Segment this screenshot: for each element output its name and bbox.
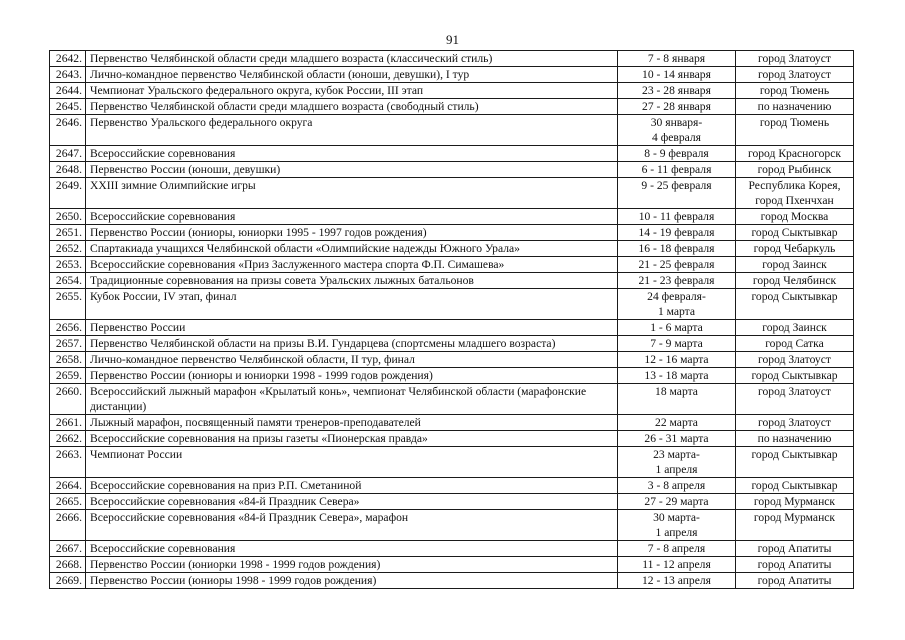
- event-date-line: 12 - 16 марта: [644, 353, 709, 366]
- event-date-line: 7 - 9 марта: [650, 337, 703, 350]
- event-date: [618, 51, 736, 67]
- event-date: [618, 352, 736, 368]
- row-number: 2646.: [50, 115, 86, 146]
- row-number: 2652.: [50, 241, 86, 257]
- event-location-line: город Златоуст: [758, 353, 831, 366]
- event-date-line: 14 - 19 февраля: [638, 226, 715, 239]
- page-number: 91: [446, 32, 459, 47]
- event-location-line: город Сыктывкар: [751, 369, 838, 382]
- row-number: 2669.: [50, 573, 86, 589]
- event-name: Кубок России, IV этап, финал: [86, 289, 618, 320]
- table-row: [50, 431, 854, 447]
- event-location-line: город Мурманск: [753, 495, 836, 508]
- row-number: 2654.: [50, 273, 86, 289]
- event-date-line: 22 марта: [655, 416, 698, 429]
- event-date-line: 13 - 18 марта: [644, 369, 709, 382]
- event-date-line: 30 марта-: [653, 511, 700, 524]
- event-location-line: город Пхенчхан: [755, 194, 834, 207]
- event-date: [618, 541, 736, 557]
- event-location-line: Республика Корея,: [748, 179, 841, 192]
- events-table: [49, 50, 854, 589]
- event-date-line: 26 - 31 марта: [644, 432, 709, 445]
- row-number: 2659.: [50, 368, 86, 384]
- event-date-line: 3 - 8 апреля: [647, 479, 706, 492]
- event-date-line: 10 - 14 января: [642, 68, 711, 81]
- event-location-line: город Рыбинск: [757, 163, 832, 176]
- event-date-line: 21 - 23 февраля: [638, 274, 715, 287]
- row-number: 2666.: [50, 510, 86, 541]
- event-location: [736, 368, 854, 384]
- event-name: Традиционные соревнования на призы совета Уральских лыжных батальонов: [86, 273, 618, 289]
- row-number: 2650.: [50, 209, 86, 225]
- event-location-line: город Тюмень: [759, 84, 830, 97]
- row-number: 2653.: [50, 257, 86, 273]
- event-location-line: город Апатиты: [757, 558, 832, 571]
- event-date-line: 4 февраля: [652, 131, 701, 144]
- event-date: [618, 320, 736, 336]
- table-row: [50, 99, 854, 115]
- event-name: Первенство Челябинской области среди младшего возраста (свободный стиль): [86, 99, 618, 115]
- event-location: [736, 320, 854, 336]
- event-location-line: город Красногорск: [748, 147, 841, 160]
- table-row: [50, 178, 854, 209]
- event-name: Первенство России (юниоры, юниорки 1995 - 1997 годов рождения): [86, 225, 618, 241]
- event-name: Первенство Челябинской области среди младшего возраста (классический стиль): [86, 51, 618, 67]
- row-number: 2668.: [50, 557, 86, 573]
- event-location: [736, 510, 854, 541]
- event-location: [736, 573, 854, 589]
- event-date: [618, 384, 736, 415]
- table-row: [50, 368, 854, 384]
- event-date-line: 16 - 18 февраля: [638, 242, 715, 255]
- event-name: Всероссийские соревнования «Приз Заслуженного мастера спорта Ф.П. Симашева»: [86, 257, 618, 273]
- row-number: 2663.: [50, 447, 86, 478]
- event-location-line: город Заинск: [762, 258, 827, 271]
- event-date: [618, 115, 736, 146]
- row-number: 2660.: [50, 384, 86, 415]
- event-location-line: по назначению: [757, 100, 832, 113]
- table-row: [50, 573, 854, 589]
- event-date-line: 27 - 28 января: [642, 100, 711, 113]
- table-row: [50, 257, 854, 273]
- event-name: Лыжный марафон, посвященный памяти тренеров-преподавателей: [86, 415, 618, 431]
- event-name: Первенство Челябинской области на призы В.И. Гундарцева (спортсмены младшего возраста): [86, 336, 618, 352]
- event-date: [618, 289, 736, 320]
- event-location-line: город Тюмень: [759, 116, 830, 129]
- event-location-line: город Златоуст: [758, 385, 831, 398]
- row-number: 2657.: [50, 336, 86, 352]
- event-date: [618, 415, 736, 431]
- table-row: [50, 415, 854, 431]
- event-date: [618, 494, 736, 510]
- event-location: [736, 384, 854, 415]
- event-date: [618, 368, 736, 384]
- event-name: Всероссийские соревнования: [86, 209, 618, 225]
- event-location: [736, 225, 854, 241]
- table-row: [50, 557, 854, 573]
- event-location: [736, 352, 854, 368]
- event-date-line: 11 - 12 апреля: [642, 558, 711, 571]
- event-date: [618, 209, 736, 225]
- table-row: [50, 67, 854, 83]
- table-row: [50, 447, 854, 478]
- event-date: [618, 241, 736, 257]
- event-date-line: 8 - 9 февраля: [644, 147, 709, 160]
- event-name: XXIII зимние Олимпийские игры: [86, 178, 618, 209]
- event-location-line: город Сатка: [765, 337, 824, 350]
- row-number: 2664.: [50, 478, 86, 494]
- event-date: [618, 83, 736, 99]
- event-location-line: по назначению: [757, 432, 832, 445]
- event-location-line: город Апатиты: [757, 574, 832, 587]
- event-name: Всероссийский лыжный марафон «Крылатый конь», чемпионат Челябинской области (марафонские дистанции): [86, 384, 618, 415]
- event-date: [618, 336, 736, 352]
- event-location: [736, 178, 854, 209]
- event-date-line: 7 - 8 января: [647, 52, 706, 65]
- event-date: [618, 178, 736, 209]
- event-name: Чемпионат России: [86, 447, 618, 478]
- event-location-line: город Сыктывкар: [751, 448, 838, 461]
- table-row: [50, 162, 854, 178]
- table-row: [50, 352, 854, 368]
- event-location: [736, 67, 854, 83]
- event-location-line: город Златоуст: [758, 52, 831, 65]
- table-row: [50, 209, 854, 225]
- event-date-line: 10 - 11 февраля: [638, 210, 715, 223]
- event-name: Спартакиада учащихся Челябинской области «Олимпийские надежды Южного Урала»: [86, 241, 618, 257]
- event-date-line: 24 февраля-: [647, 290, 706, 303]
- event-date: [618, 478, 736, 494]
- event-location: [736, 146, 854, 162]
- event-name: Лично-командное первенство Челябинской области, II тур, финал: [86, 352, 618, 368]
- event-location-line: город Сыктывкар: [751, 290, 838, 303]
- table-row: [50, 273, 854, 289]
- event-location: [736, 51, 854, 67]
- event-date-line: 23 марта-: [653, 448, 700, 461]
- event-date: [618, 99, 736, 115]
- event-location: [736, 257, 854, 273]
- row-number: 2661.: [50, 415, 86, 431]
- row-number: 2644.: [50, 83, 86, 99]
- event-name: Лично-командное первенство Челябинской области (юноши, девушки), I тур: [86, 67, 618, 83]
- event-date: [618, 510, 736, 541]
- event-location: [736, 115, 854, 146]
- table-row: [50, 384, 854, 415]
- event-date-line: 30 января-: [650, 116, 703, 129]
- event-date: [618, 573, 736, 589]
- event-location-line: город Москва: [760, 210, 829, 223]
- event-date-line: 23 - 28 января: [642, 84, 711, 97]
- row-number: 2647.: [50, 146, 86, 162]
- table-row: [50, 541, 854, 557]
- event-location-line: город Сыктывкар: [751, 479, 838, 492]
- event-location-line: город Златоуст: [758, 68, 831, 81]
- event-name: Первенство России (юниорки 1998 - 1999 годов рождения): [86, 557, 618, 573]
- event-location: [736, 273, 854, 289]
- event-date: [618, 431, 736, 447]
- event-date-line: 18 марта: [655, 385, 698, 398]
- event-location-line: город Сыктывкар: [751, 226, 838, 239]
- event-location-line: город Челябинск: [752, 274, 837, 287]
- table-row: [50, 510, 854, 541]
- table-row: [50, 320, 854, 336]
- event-location: [736, 336, 854, 352]
- table-row: [50, 289, 854, 320]
- event-location-line: город Чебаркуль: [753, 242, 836, 255]
- event-location: [736, 99, 854, 115]
- event-name: Первенство Уральского федерального округа: [86, 115, 618, 146]
- table-row: [50, 146, 854, 162]
- event-location-line: город Мурманск: [753, 511, 836, 524]
- event-location: [736, 447, 854, 478]
- row-number: 2667.: [50, 541, 86, 557]
- table-row: [50, 225, 854, 241]
- table-row: [50, 115, 854, 146]
- event-location: [736, 209, 854, 225]
- event-date-line: 9 - 25 февраля: [641, 179, 712, 192]
- event-location: [736, 541, 854, 557]
- event-date: [618, 273, 736, 289]
- event-date-line: 1 марта: [657, 305, 696, 318]
- event-location: [736, 289, 854, 320]
- event-name: Первенство России (юниоры и юниорки 1998 - 1999 годов рождения): [86, 368, 618, 384]
- event-location-line: город Заинск: [762, 321, 827, 334]
- event-location: [736, 241, 854, 257]
- table-row: [50, 494, 854, 510]
- table-row: [50, 336, 854, 352]
- row-number: 2656.: [50, 320, 86, 336]
- event-date-line: 6 - 11 февраля: [641, 163, 712, 176]
- event-date: [618, 447, 736, 478]
- row-number: 2643.: [50, 67, 86, 83]
- event-date: [618, 162, 736, 178]
- event-location: [736, 415, 854, 431]
- event-name: Чемпионат Уральского федерального округа, кубок России, III этап: [86, 83, 618, 99]
- event-name: Всероссийские соревнования «84-й Праздник Севера»: [86, 494, 618, 510]
- event-date: [618, 257, 736, 273]
- event-location: [736, 557, 854, 573]
- event-date-line: 21 - 25 февраля: [638, 258, 715, 271]
- event-name: Всероссийские соревнования «84-й Праздник Севера», марафон: [86, 510, 618, 541]
- event-date: [618, 146, 736, 162]
- event-location-line: город Апатиты: [757, 542, 832, 555]
- event-location-line: город Златоуст: [758, 416, 831, 429]
- table-row: [50, 51, 854, 67]
- row-number: 2648.: [50, 162, 86, 178]
- row-number: 2642.: [50, 51, 86, 67]
- event-date-line: 1 апреля: [655, 463, 698, 476]
- event-date: [618, 67, 736, 83]
- table-row: [50, 83, 854, 99]
- event-location: [736, 478, 854, 494]
- event-name: Первенство России (юноши, девушки): [86, 162, 618, 178]
- row-number: 2649.: [50, 178, 86, 209]
- event-name: Всероссийские соревнования: [86, 541, 618, 557]
- table-row: [50, 241, 854, 257]
- table-row: [50, 478, 854, 494]
- event-date: [618, 225, 736, 241]
- event-date-line: 27 - 29 марта: [644, 495, 709, 508]
- row-number: 2645.: [50, 99, 86, 115]
- event-location: [736, 431, 854, 447]
- row-number: 2662.: [50, 431, 86, 447]
- row-number: 2651.: [50, 225, 86, 241]
- row-number: 2665.: [50, 494, 86, 510]
- event-name: Всероссийские соревнования на приз Р.П. Сметаниной: [86, 478, 618, 494]
- event-date-line: 7 - 8 апреля: [647, 542, 706, 555]
- event-name: Всероссийские соревнования: [86, 146, 618, 162]
- event-name: Первенство России: [86, 320, 618, 336]
- event-location: [736, 83, 854, 99]
- event-date-line: 1 - 6 марта: [650, 321, 703, 334]
- row-number: 2655.: [50, 289, 86, 320]
- event-name: Первенство России (юниоры 1998 - 1999 годов рождения): [86, 573, 618, 589]
- event-date-line: 12 - 13 апреля: [641, 574, 711, 587]
- row-number: 2658.: [50, 352, 86, 368]
- events-table-body: [50, 51, 854, 589]
- event-date: [618, 557, 736, 573]
- event-name: Всероссийские соревнования на призы газеты «Пионерская правда»: [86, 431, 618, 447]
- event-location: [736, 494, 854, 510]
- event-date-line: 1 апреля: [655, 526, 698, 539]
- event-location: [736, 162, 854, 178]
